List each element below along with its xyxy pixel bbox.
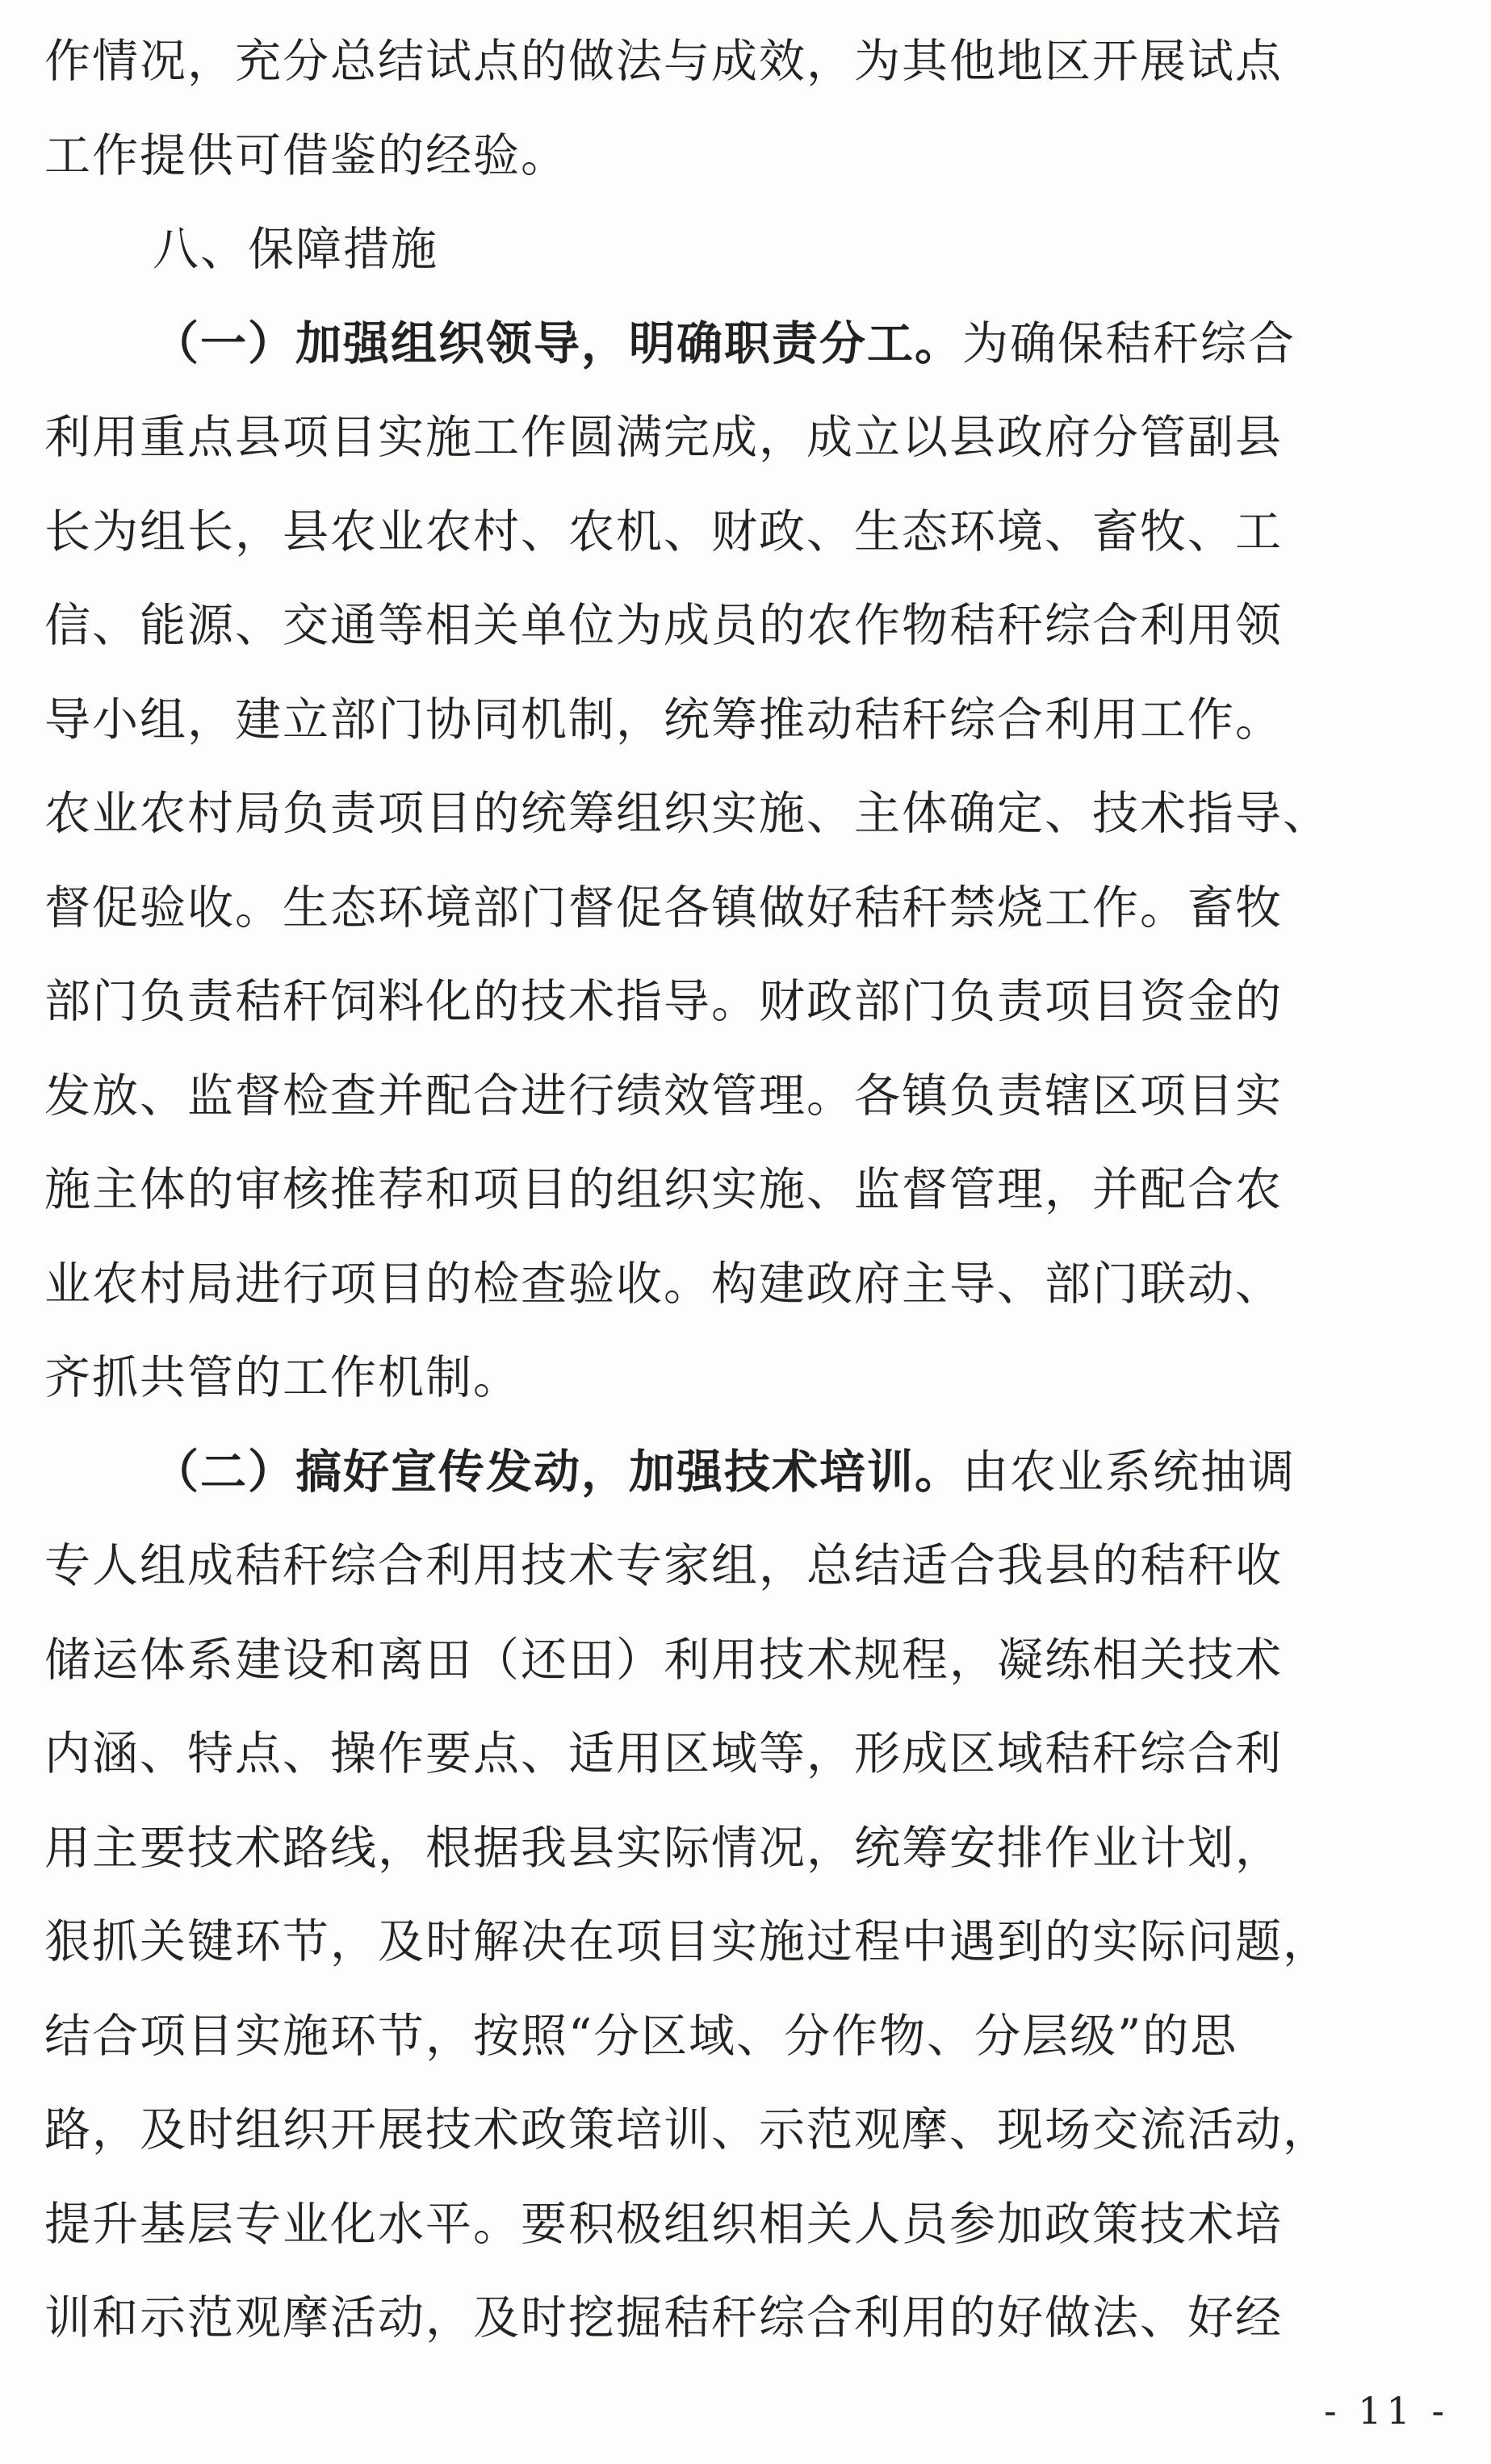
text-line: 督促验收。生态环境部门督促各镇做好秸秆禁烧工作。畜牧 xyxy=(44,881,1283,935)
text-line: 部门负责秸秆饲料化的技术指导。财政部门负责项目资金的 xyxy=(44,975,1283,1028)
text-line: 信、能源、交通等相关单位为成员的农作物秸秆综合利用领 xyxy=(44,599,1283,652)
paragraph-1-heading: （一）加强组织领导，明确职责分工。 xyxy=(153,316,962,370)
text-line: 训和示范观摩活动，及时挖掘秸秆综合利用的好做法、好经 xyxy=(44,2291,1283,2345)
paragraph-1-first-line xyxy=(44,297,1449,391)
text-line: 内涵、特点、操作要点、适用区域等，形成区域秸秆综合利 xyxy=(44,1727,1283,1780)
text-line: 齐抓共管的工作机制。 xyxy=(44,1351,521,1404)
text-line: 工作提供可借鉴的经验。 xyxy=(44,128,568,182)
page-number: - 11 - xyxy=(1324,2389,1449,2433)
text-line: 利用重点县项目实施工作圆满完成，成立以县政府分管副县 xyxy=(44,411,1283,464)
document-body xyxy=(44,15,1449,2366)
text-line: 提升基层专业化水平。要积极组织相关人员参加政策技术培 xyxy=(44,2197,1283,2251)
paragraph-2-first-line xyxy=(44,1425,1449,1520)
paragraph-2-heading: （二）搞好宣传发动，加强技术培训。 xyxy=(153,1444,962,1499)
paragraph-1-lead: 为确保秸秆综合 xyxy=(962,316,1296,370)
text-line: 专人组成秸秆综合利用技术专家组，总结适合我县的秸秆收 xyxy=(44,1539,1283,1592)
text-line: 结合项目实施环节，按照“分区域、分作物、分层级”的思 xyxy=(44,2009,1238,2063)
text-line: 作情况，充分总结试点的做法与成效，为其他地区开展试点 xyxy=(44,35,1283,88)
paragraph-2-lead: 由农业系统抽调 xyxy=(962,1445,1296,1499)
text-line: 发放、监督检查并配合进行绩效管理。各镇负责辖区项目实 xyxy=(44,1069,1283,1123)
section-heading: 八、保障措施 xyxy=(153,223,438,276)
text-line: 业农村局进行项目的检查验收。构建政府主导、部门联动、 xyxy=(44,1257,1283,1311)
text-line: 导小组，建立部门协同机制，统筹推动秸秆综合利用工作。 xyxy=(44,692,1283,747)
text-line: 施主体的审核推荐和项目的组织实施、监督管理，并配合农 xyxy=(44,1163,1283,1216)
text-line: 路，及时组织开展技术政策培训、示范观摩、现场交流活动， xyxy=(44,2103,1330,2157)
text-line: 储运体系建设和离田（还田）利用技术规程，凝练相关技术 xyxy=(44,1633,1283,1687)
text-line: 狠抓关键环节，及时解决在项目实施过程中遇到的实际问题， xyxy=(44,1915,1330,1968)
text-line: 长为组长，县农业农村、农机、财政、生态环境、畜牧、工 xyxy=(44,504,1283,558)
text-line: 用主要技术路线，根据我县实际情况，统筹安排作业计划， xyxy=(44,1821,1283,1875)
text-line: 农业农村局负责项目的统筹组织实施、主体确定、技术指导、 xyxy=(44,787,1330,840)
